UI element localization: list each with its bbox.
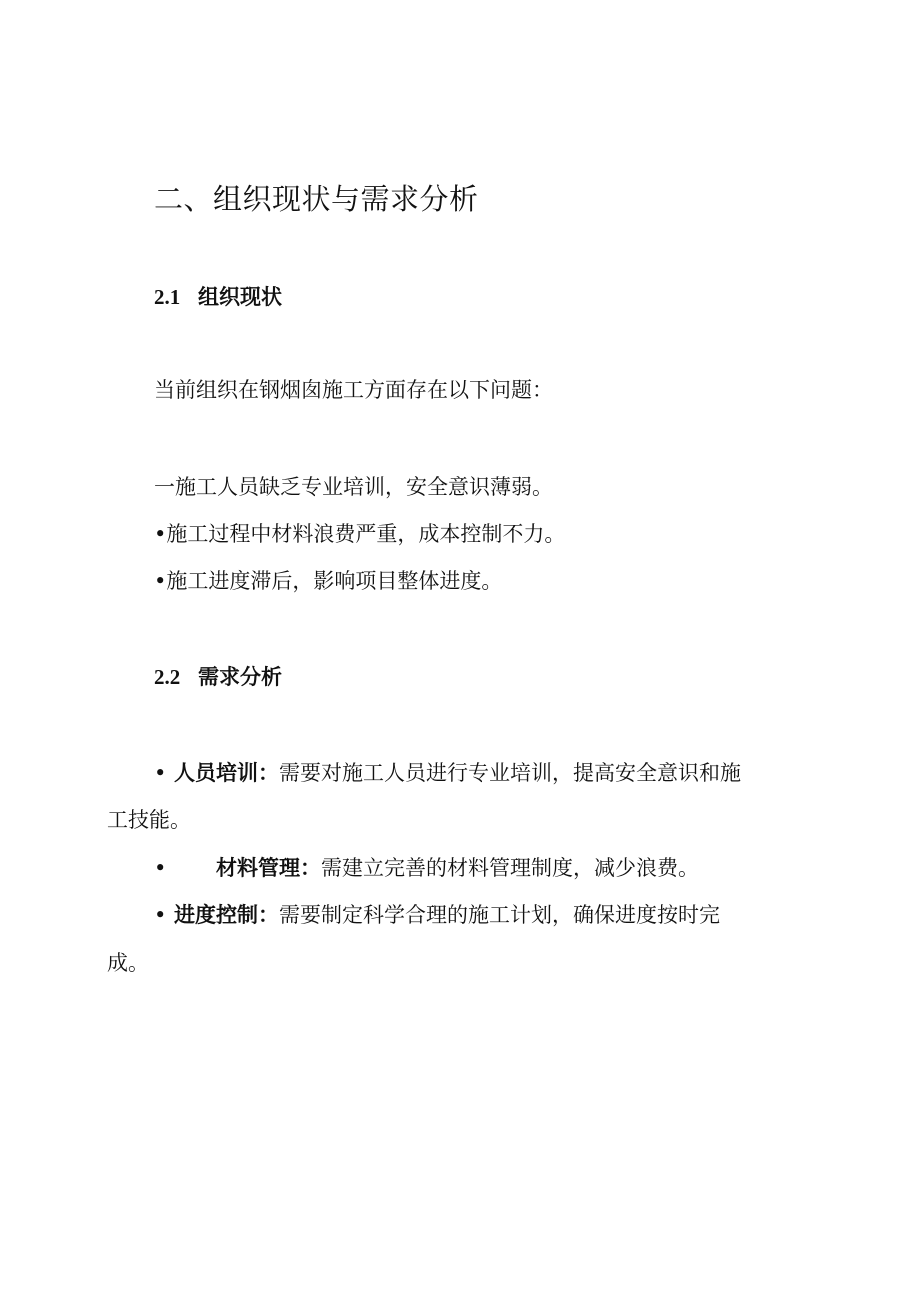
bullet: • bbox=[154, 903, 167, 927]
need-text: 需建立完善的材料管理制度，减少浪费。 bbox=[321, 856, 699, 880]
section-title: 组织现状 bbox=[198, 285, 282, 309]
section-number: 2.2 bbox=[154, 665, 181, 689]
section-number: 2.1 bbox=[154, 285, 181, 309]
bullet: • bbox=[154, 761, 167, 785]
section-intro: 当前组织在钢烟囱施工方面存在以下问题： bbox=[154, 378, 553, 402]
need-item-schedule bbox=[154, 900, 720, 930]
issue-item: •施工进度滞后，影响项目整体进度。 bbox=[154, 569, 503, 593]
bullet: • bbox=[154, 856, 167, 880]
need-label: 进度控制： bbox=[174, 903, 279, 927]
need-text-continuation: 工技能。 bbox=[107, 808, 191, 832]
need-text: 需要对施工人员进行专业培训，提高安全意识和施 bbox=[279, 761, 741, 785]
need-label: 材料管理： bbox=[216, 856, 321, 880]
chapter-title: 二、组织现状与需求分析 bbox=[154, 182, 479, 216]
need-item-training bbox=[154, 758, 741, 788]
need-label: 人员培训： bbox=[174, 761, 279, 785]
section-title: 需求分析 bbox=[198, 665, 282, 689]
need-item-materials bbox=[154, 853, 699, 883]
issue-item: 一施工人员缺乏专业培训，安全意识薄弱。 bbox=[154, 475, 553, 499]
section-heading-2-2 bbox=[154, 662, 282, 692]
section-heading-2-1 bbox=[154, 282, 282, 312]
need-text-continuation: 成。 bbox=[107, 951, 149, 975]
need-text: 需要制定科学合理的施工计划，确保进度按时完 bbox=[279, 903, 720, 927]
issue-item: •施工过程中材料浪费严重，成本控制不力。 bbox=[154, 522, 566, 546]
